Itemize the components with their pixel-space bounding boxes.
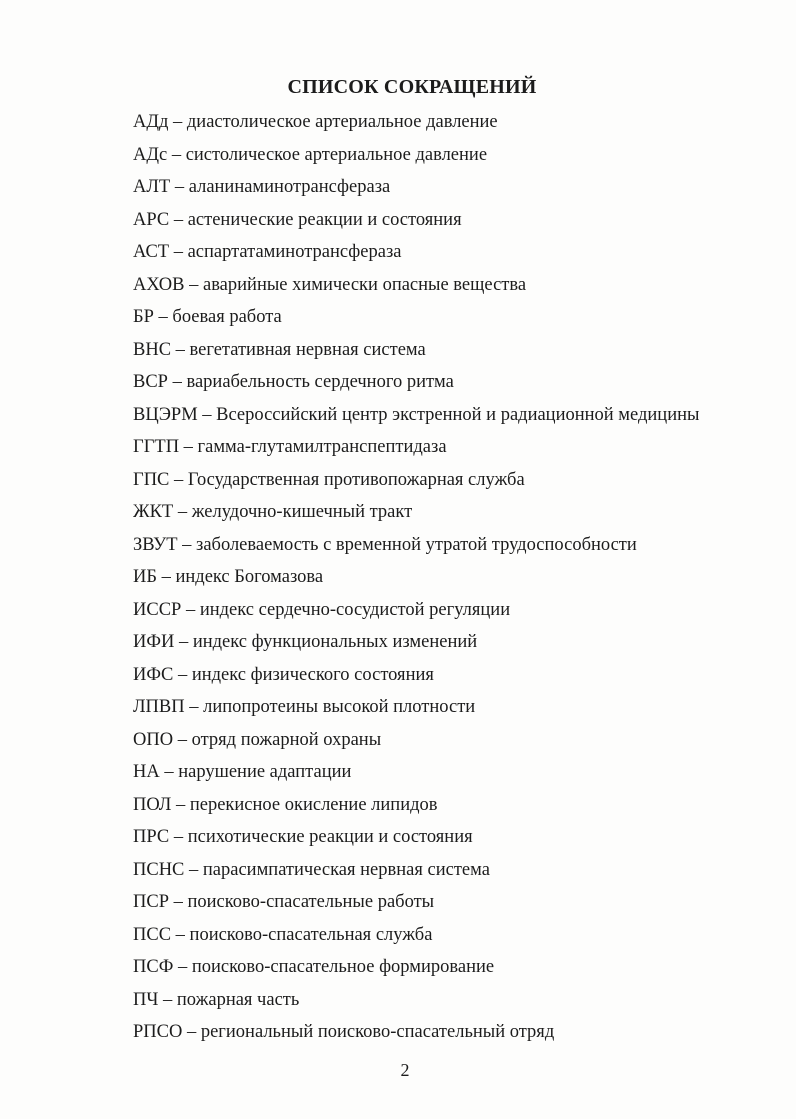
abbreviation-item: ВСР – вариабельность сердечного ритма	[133, 372, 454, 392]
abbreviation-item: ГПС – Государственная противопожарная служба	[133, 469, 525, 490]
abbreviation-item: ОПО – отряд пожарной охраны	[133, 729, 382, 750]
page-title: СПИСОК СОКРАЩЕНИЙ	[287, 76, 537, 98]
abbreviation-item: АСТ – аспартатаминотрансфераза	[133, 242, 402, 262]
abbreviation-item: ПСНС – парасимпатическая нервная система	[133, 859, 490, 880]
abbreviation-item: ПЧ – пожарная часть	[133, 989, 300, 1010]
abbreviation-item: ИБ – индекс Богомазова	[133, 567, 324, 587]
abbreviation-item: РПСО – региональный поисково-спасательный отряд	[133, 1022, 555, 1042]
abbreviation-item: ПСР – поисково-спасательные работы	[133, 892, 435, 912]
abbreviation-list	[133, 106, 699, 1049]
abbreviation-item: ПОЛ – перекисное окисление липидов	[133, 794, 438, 815]
abbreviation-item: БР – боевая работа	[133, 307, 282, 327]
abbreviation-item: ГГТП – гамма-глутамилтранспептидаза	[133, 437, 447, 457]
abbreviation-item: АРС – астенические реакции и состояния	[133, 209, 462, 230]
abbreviation-item: ВЦЭРМ – Всероссийский центр экстренной и радиационной медицины	[133, 404, 700, 425]
abbreviation-item: ИФИ – индекс функциональных изменений	[133, 632, 478, 652]
abbreviation-item: ПСС – поисково-спасательная служба	[133, 924, 433, 945]
abbreviation-item: АЛТ – аланинаминотрансфераза	[133, 177, 391, 197]
abbreviation-item: ПРС – психотические реакции и состояния	[133, 827, 473, 847]
abbreviation-item: АХОВ – аварийные химически опасные вещества	[133, 274, 527, 295]
page-number: 2	[400, 1060, 410, 1080]
abbreviation-item: ПСФ – поисково-спасательное формирование	[133, 957, 495, 977]
abbreviation-item: ЖКТ – желудочно-кишечный тракт	[133, 502, 413, 522]
abbreviation-item: ИФС – индекс физического состояния	[133, 664, 434, 685]
abbreviation-item: НА – нарушение адаптации	[133, 762, 352, 782]
abbreviation-item: ЗВУТ – заболеваемость с временной утратой трудоспособности	[133, 534, 637, 555]
abbreviation-item: АДд – диастолическое артериальное давление	[133, 112, 498, 132]
abbreviation-item: АДс – систолическое артериальное давление	[133, 144, 488, 165]
abbreviation-item: ИССР – индекс сердечно-сосудистой регуляции	[133, 599, 511, 620]
abbreviation-item: ВНС – вегетативная нервная система	[133, 339, 426, 360]
abbreviation-item: ЛПВП – липопротеины высокой плотности	[133, 697, 476, 717]
